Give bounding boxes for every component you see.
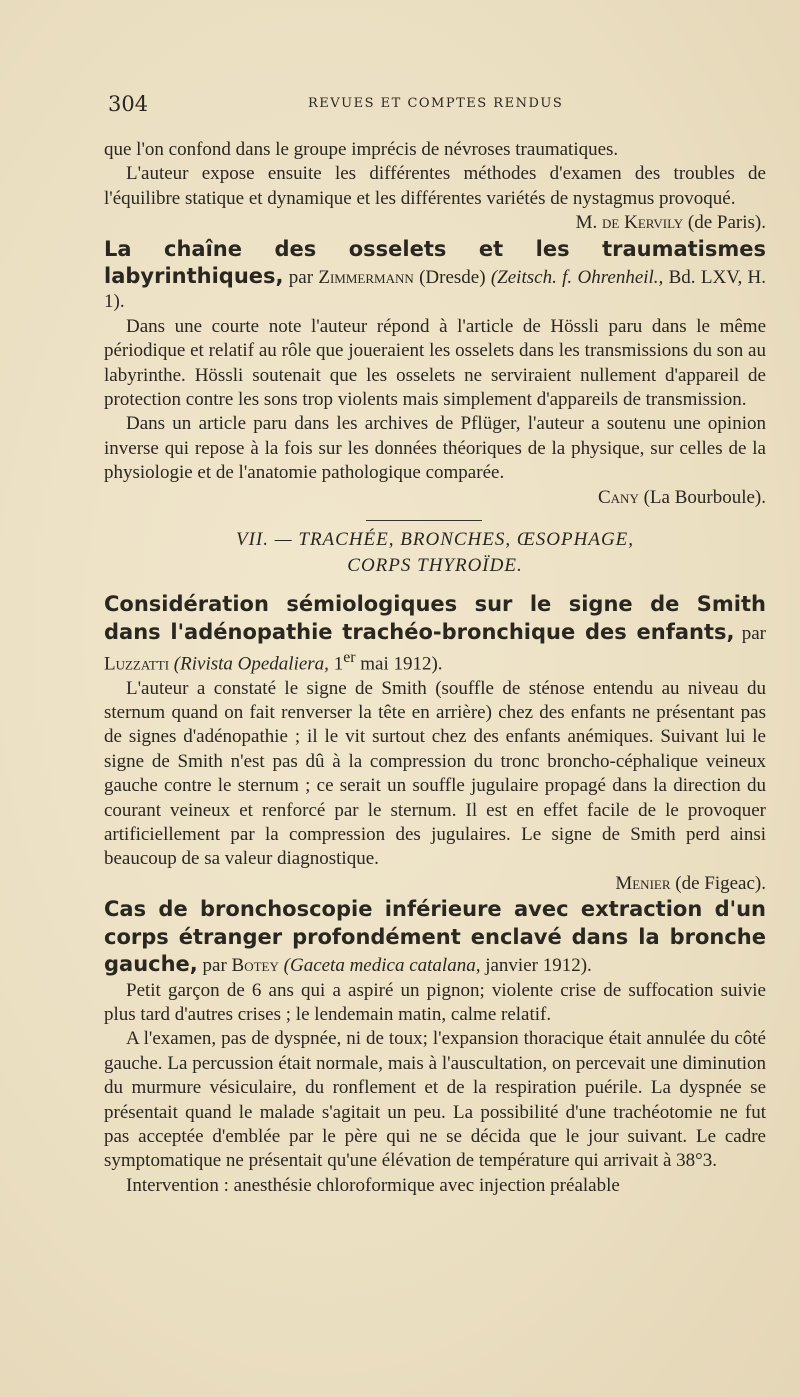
section-heading-line: CORPS THYROÏDE. xyxy=(347,555,523,577)
signature xyxy=(104,486,766,510)
by-text: par xyxy=(197,955,232,977)
by-text: par xyxy=(734,622,766,644)
signature-prefix: M. xyxy=(575,212,603,234)
article-author: Luzzatti xyxy=(104,653,170,675)
article-heading xyxy=(104,591,766,677)
signature-name: Menier xyxy=(615,872,671,894)
page-number: 304 xyxy=(108,92,149,116)
signature-name: de Kervily xyxy=(602,212,684,234)
paragraph: Intervention : anesthésie chloroformique avec injection préalable xyxy=(126,1174,620,1196)
journal-date: janvier 1912). xyxy=(480,955,592,977)
date-rest: mai 1912). xyxy=(355,653,443,675)
article-heading xyxy=(104,896,766,978)
paragraph: Dans un article paru dans les archives de Pflüger, l'auteur a soutenu une opinion inverse qui repose à la fois sur les données théoriques de la physique, sur celles de la physiologie et de l'anatomie pathologique comparée. xyxy=(104,413,766,484)
article-title: Considération sémiologiques sur le signe de Smith dans l'adénopathie trachéo-bronchique des enfants, xyxy=(104,592,766,644)
signature-location: (de Paris). xyxy=(683,212,766,234)
article-title: La chaîne des osselets et les traumatismes labyrinthiques, xyxy=(104,236,766,289)
signature xyxy=(104,211,766,235)
article-title: Cas de bronchoscopie inférieure avec extraction d'un corps étranger profondément enclavé dans la bronche gauche, xyxy=(104,897,766,977)
paragraph: L'auteur a constaté le signe de Smith (souffle de sténose entendu au niveau du sternum quand on fait renverser la tête en arrière) chez des enfants ne présentant pas de signes d'adénopathie ; il le vit surtout chez des enfants anémiques. Suivant lui le signe de Smith n'est pas dû à la compression du tronc broncho-céphalique veineux gauche contre le sternum ; ce serait un souffle jugulaire propagé dans la direction du courant veineux et renforcé par le sternum. Il est en effet facile de le provoquer artificiellement par la compression des jugulaires. Le signe de Smith perd ainsi beaucoup de sa valeur diagnostique. xyxy=(104,677,766,870)
running-title: REVUES ET COMPTES RENDUS xyxy=(308,96,564,111)
page-body xyxy=(104,138,766,1198)
paragraph: L'auteur expose ensuite les différentes méthodes d'examen des troubles de l'équilibre statique et dynamique et les différentes variétés de nystagmus provoqué. xyxy=(104,163,766,209)
section-divider xyxy=(366,520,482,521)
signature xyxy=(104,872,766,896)
page-header xyxy=(108,92,768,118)
continuation-text: que l'on confond dans le groupe imprécis de névroses traumatiques. xyxy=(104,139,619,160)
date-superscript: er xyxy=(343,648,356,666)
signature-name: Cany xyxy=(598,486,639,508)
paragraph: Dans une courte note l'auteur répond à l'article de Hössli paru dans le même périodique et relatif au rôle que joueraient les osselets dans les transmissions du son au labyrinthe. Hössli soutenait que les osselets ne serviraient nullement d'appareil de protection contre les sons trop violents mais simplement d'appareils de transmission. xyxy=(104,315,766,411)
by-text: par xyxy=(283,267,319,289)
paragraph: A l'examen, pas de dyspnée, ni de toux; l'expansion thoracique était annulée du côté gauche. La percussion était normale, mais à l'auscultation, on percevait une diminution du murmure vésiculaire, du ronflement et de la respiration puérile. La dyspnée se présentait quand le malade s'agitait un peu. La possibilité d'une trachéotomie ne fut pas acceptée d'emblée par le père qui ne se décida que le jour suivant. Le cadre symptomatique ne présentait qu'une élévation de température qui arrivait à 38°3. xyxy=(104,1028,766,1172)
signature-location: (La Bourboule). xyxy=(638,486,766,508)
article-heading xyxy=(104,236,766,315)
author-location: (Dresde) xyxy=(413,267,491,289)
signature-location: (de Figeac). xyxy=(670,872,766,894)
article-author: Zimmermann xyxy=(318,267,414,289)
journal-name: (Rivista Opedaliera, xyxy=(169,653,329,675)
journal-name: (Zeitsch. f. Ohrenheil., xyxy=(490,267,664,289)
paragraph: Petit garçon de 6 ans qui a aspiré un pignon; violente crise de suffocation suivie plus tard d'autres crises ; le lendemain matin, calme relatif. xyxy=(104,979,766,1025)
journal-name: (Gaceta medica catalana, xyxy=(278,955,481,977)
section-heading xyxy=(104,527,766,579)
journal-reference: Bd. LXV, H. 1). xyxy=(104,267,766,313)
article-author: Botey xyxy=(231,955,279,977)
date-day: 1 xyxy=(328,653,344,675)
section-heading-line: VII. — TRACHÉE, BRONCHES, ŒSOPHAGE, xyxy=(235,529,635,551)
